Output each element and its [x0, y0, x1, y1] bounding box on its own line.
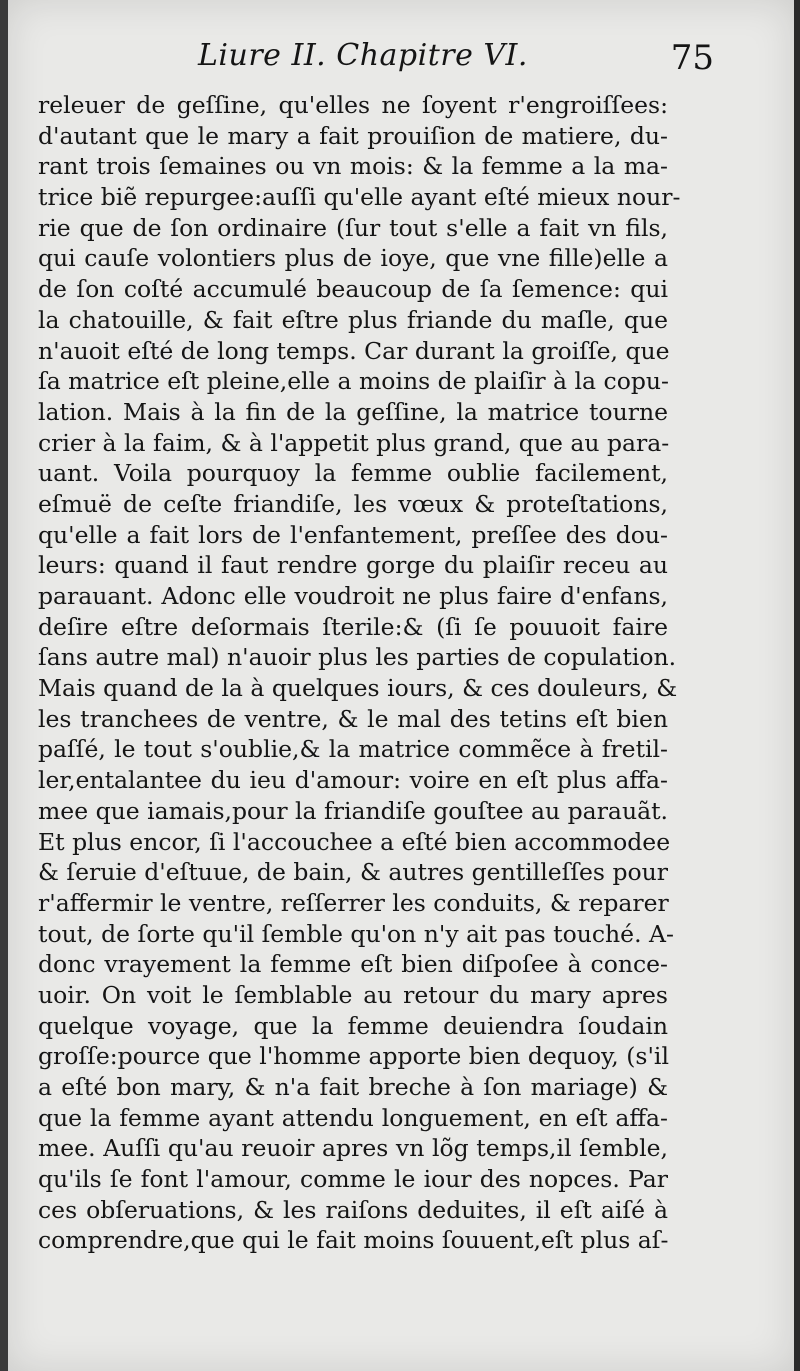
text-line: n'auoit eſté de long temps. Car durant la groiſſe, que — [38, 336, 670, 365]
text-line: qui cauſe volontiers plus de ioye, que vne fille)elle a — [38, 244, 668, 273]
text-line: d'autant que le mary a fait prouiſion de matiere, du- — [38, 121, 668, 150]
text-line: ſa matrice eſt pleine,elle a moins de plaiſir à la copu- — [38, 367, 669, 396]
text-line: qu'ils ſe font l'amour, comme le iour des nopces. Par — [38, 1165, 668, 1194]
text-line: mee. Auſſi qu'au reuoir apres vn lõg temps,il ſemble, — [38, 1134, 668, 1163]
text-line: ces obſeruations, & les raiſons deduites, il eſt aiſé à — [38, 1195, 668, 1224]
text-line: groſſe:pource que l'homme apporte bien dequoy, (s'il — [38, 1042, 669, 1071]
text-line: tout, de ſorte qu'il ſemble qu'on n'y ait pas touché. A- — [38, 919, 674, 948]
text-line: donc vrayement la femme eſt bien diſpoſee à conce- — [38, 950, 668, 979]
body-text — [38, 90, 681, 1256]
text-line: rant trois ſemaines ou vn mois: & la femme a la ma- — [38, 152, 668, 181]
text-line: a eſté bon mary, & n'a fait breche à ſon mariage) & — [38, 1073, 668, 1101]
running-title: Liure II. Chapitre VI. — [198, 38, 528, 73]
text-line: paſſé, le tout s'oublie,& la matrice commẽce à fretil- — [38, 735, 668, 764]
text-line: les tranchees de ventre, & le mal des tetins eſt bien — [38, 704, 668, 733]
text-line: que la femme ayant attendu longuement, en eſt affa- — [38, 1103, 668, 1132]
text-line: crier à la faim, & à l'appetit plus grand, que au para- — [38, 428, 670, 457]
book-gutter-edge — [0, 0, 8, 1371]
text-line: releuer de geſſine, qu'elles ne ſoyent r'engroiſſees: — [38, 91, 668, 119]
text-line: parauant. Adonc elle voudroit ne plus faire d'enfans, — [38, 582, 668, 610]
text-line: Et plus encor, ſi l'accouchee a eſté bien accommodee — [38, 827, 671, 856]
page-number: 75 — [670, 38, 714, 78]
text-line: lation. Mais à la fin de la geſſine, la matrice tourne — [38, 397, 668, 426]
text-line: ſans autre mal) n'auoir plus les parties de copulation. — [38, 643, 677, 672]
text-line: qu'elle a fait lors de l'enfantement, preſſee des dou- — [38, 520, 668, 549]
text-line: quelque voyage, que la femme deuiendra ſoudain — [38, 1011, 668, 1040]
text-line: Mais quand de la à quelques iours, & ces douleurs, & — [38, 674, 678, 703]
text-line: uoir. On voit le ſemblable au retour du mary apres — [38, 980, 668, 1009]
text-line: la chatouille, & fait eſtre plus friande du maſle, que — [38, 305, 668, 334]
text-line: leurs: quand il faut rendre gorge du plaiſir receu au — [38, 551, 668, 580]
text-line: uant. Voila pourquoy la femme oublie facilement, — [38, 459, 668, 488]
text-line: comprendre,que qui le fait moins ſouuent,eſt plus aſ- — [38, 1226, 669, 1255]
text-line: & ſeruie d'eſtuue, de bain, & autres gentilleſſes pour — [38, 858, 669, 887]
text-line: deſire eſtre deſormais ſterile:& (ſi ſe pouuoit faire — [38, 612, 668, 641]
book-page — [8, 0, 794, 1371]
text-line: eſmuë de ceſte friandiſe, les vœux & proteſtations, — [38, 489, 668, 518]
page-header — [8, 30, 794, 90]
text-line: r'affermir le ventre, reſſerrer les conduits, & reparer — [38, 888, 669, 917]
text-line: trice biẽ repurgee:auſſi qu'elle ayant eſté mieux nour- — [38, 183, 681, 212]
text-line: mee que iamais,pour la friandiſe gouſtee au parauãt. — [38, 796, 668, 825]
text-line: de ſon coſté accumulé beaucoup de ſa ſemence: qui — [38, 275, 668, 304]
text-line: rie que de ſon ordinaire (ſur tout s'elle a fait vn fils, — [38, 213, 668, 242]
text-line: ler,entalantee du ieu d'amour: voire en eſt plus affa- — [38, 766, 668, 795]
